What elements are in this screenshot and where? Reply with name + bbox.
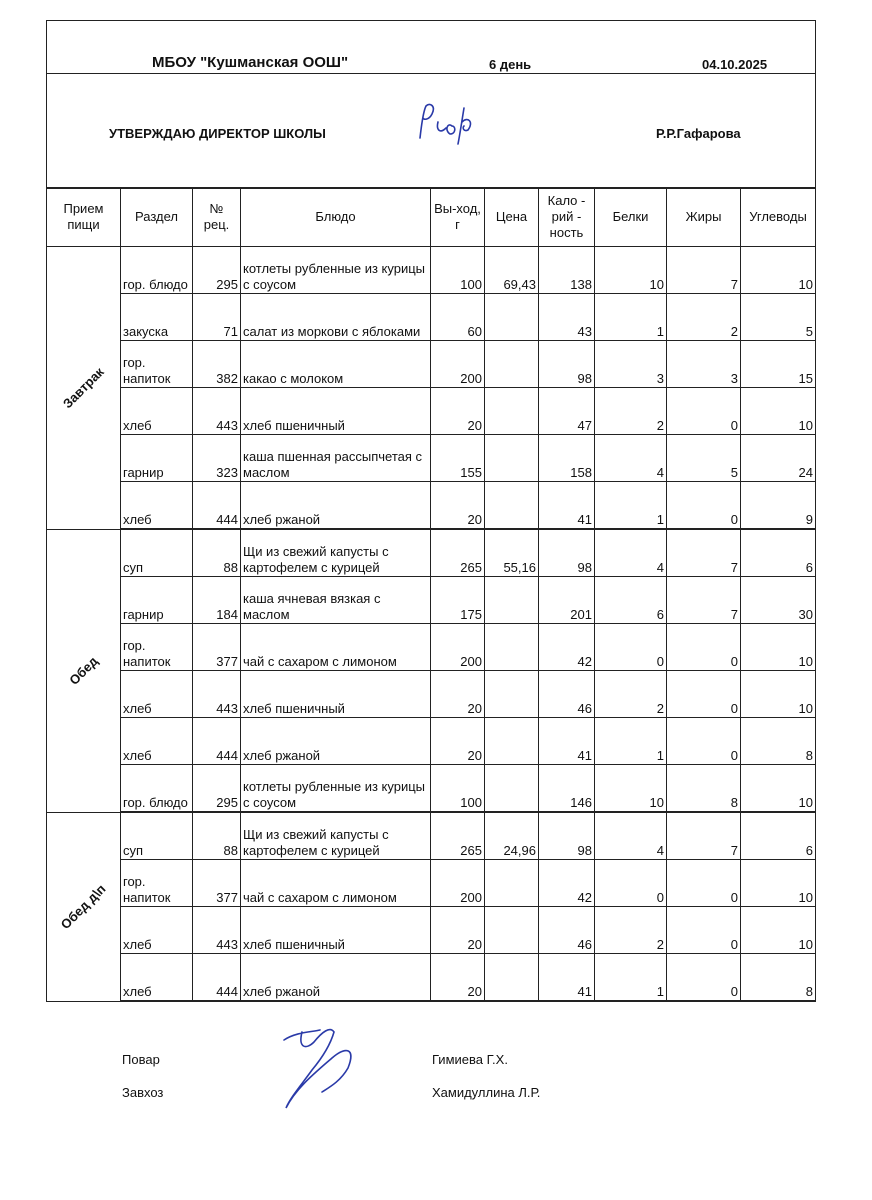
approval-row (47, 74, 815, 189)
row-kcal: 42 (539, 860, 595, 907)
row-recipe: 377 (193, 624, 241, 671)
row-dish: хлеб ржаной (241, 954, 431, 1002)
table-row (47, 718, 816, 765)
col-protein: Белки (595, 188, 667, 247)
row-price (485, 577, 539, 624)
row-kcal: 46 (539, 671, 595, 718)
row-fat: 0 (667, 624, 741, 671)
row-carbs: 10 (741, 624, 816, 671)
table-row (47, 247, 816, 294)
row-section: хлеб (121, 954, 193, 1002)
row-fat: 0 (667, 954, 741, 1002)
table-row (47, 860, 816, 907)
director-name: Р.Р.Гафарова (656, 126, 741, 141)
row-yield: 100 (431, 765, 485, 813)
meal-cell (47, 529, 121, 812)
row-protein: 1 (595, 294, 667, 341)
table-row (47, 482, 816, 530)
storekeeper-name: Хамидуллина Л.Р. (432, 1085, 541, 1100)
row-yield: 265 (431, 812, 485, 860)
col-section: Раздел (121, 188, 193, 247)
row-carbs: 15 (741, 341, 816, 388)
row-fat: 8 (667, 765, 741, 813)
row-kcal: 201 (539, 577, 595, 624)
row-fat: 0 (667, 482, 741, 530)
row-section: гарнир (121, 435, 193, 482)
cook-signature (272, 1018, 372, 1118)
row-carbs: 10 (741, 907, 816, 954)
row-dish: котлеты рубленные из курицы с соусом (241, 765, 431, 813)
row-recipe: 295 (193, 765, 241, 813)
row-price (485, 435, 539, 482)
row-dish: хлеб пшеничный (241, 671, 431, 718)
row-carbs: 30 (741, 577, 816, 624)
storekeeper-label: Завхоз (122, 1085, 164, 1100)
row-recipe: 443 (193, 671, 241, 718)
table-row (47, 435, 816, 482)
menu-table (46, 187, 816, 1002)
row-section: хлеб (121, 907, 193, 954)
row-carbs: 9 (741, 482, 816, 530)
row-kcal: 47 (539, 388, 595, 435)
row-dish: Щи из свежий капусты с картофелем с курицей (241, 529, 431, 577)
col-yield: Вы-ход, г (431, 188, 485, 247)
row-price (485, 294, 539, 341)
row-carbs: 8 (741, 718, 816, 765)
col-price: Цена (485, 188, 539, 247)
row-carbs: 10 (741, 247, 816, 294)
row-carbs: 6 (741, 529, 816, 577)
row-price: 55,16 (485, 529, 539, 577)
meal-cell (47, 812, 121, 1001)
day-label: 6 день (489, 57, 532, 72)
row-kcal: 41 (539, 718, 595, 765)
row-kcal: 98 (539, 529, 595, 577)
row-recipe: 377 (193, 860, 241, 907)
col-recipe: № рец. (193, 188, 241, 247)
row-fat: 0 (667, 860, 741, 907)
row-recipe: 444 (193, 482, 241, 530)
row-protein: 10 (595, 247, 667, 294)
row-section: гор. блюдо (121, 765, 193, 813)
meal-label: Обед д\п (57, 880, 109, 932)
school-name: МБОУ "Кушманская ООШ" (152, 54, 349, 71)
row-yield: 200 (431, 860, 485, 907)
row-kcal: 46 (539, 907, 595, 954)
row-dish: каша ячневая вязкая с маслом (241, 577, 431, 624)
row-price: 69,43 (485, 247, 539, 294)
col-fat: Жиры (667, 188, 741, 247)
row-fat: 7 (667, 577, 741, 624)
row-section: суп (121, 812, 193, 860)
row-protein: 3 (595, 341, 667, 388)
row-recipe: 88 (193, 529, 241, 577)
row-price (485, 954, 539, 1002)
row-section: закуска (121, 294, 193, 341)
row-protein: 2 (595, 907, 667, 954)
row-recipe: 184 (193, 577, 241, 624)
col-meal: Прием пищи (47, 188, 121, 247)
row-yield: 175 (431, 577, 485, 624)
row-recipe: 323 (193, 435, 241, 482)
table-row (47, 812, 816, 860)
col-carbs: Углеводы (741, 188, 816, 247)
row-yield: 200 (431, 624, 485, 671)
row-price (485, 907, 539, 954)
row-price (485, 860, 539, 907)
row-yield: 20 (431, 388, 485, 435)
row-section: гор. напиток (121, 860, 193, 907)
row-section: гор. блюдо (121, 247, 193, 294)
row-carbs: 5 (741, 294, 816, 341)
row-protein: 6 (595, 577, 667, 624)
row-yield: 20 (431, 907, 485, 954)
cook-name: Гимиева Г.Х. (432, 1052, 508, 1067)
row-kcal: 158 (539, 435, 595, 482)
row-fat: 0 (667, 907, 741, 954)
row-protein: 1 (595, 482, 667, 530)
row-carbs: 10 (741, 388, 816, 435)
row-kcal: 42 (539, 624, 595, 671)
row-section: хлеб (121, 718, 193, 765)
row-fat: 2 (667, 294, 741, 341)
meal-cell (47, 247, 121, 530)
row-price (485, 718, 539, 765)
table-row (47, 388, 816, 435)
row-yield: 20 (431, 482, 485, 530)
row-protein: 10 (595, 765, 667, 813)
col-dish: Блюдо (241, 188, 431, 247)
row-recipe: 71 (193, 294, 241, 341)
row-kcal: 41 (539, 482, 595, 530)
table-row (47, 765, 816, 813)
row-kcal: 98 (539, 341, 595, 388)
row-fat: 0 (667, 718, 741, 765)
row-dish: хлеб пшеничный (241, 907, 431, 954)
table-row (47, 577, 816, 624)
row-kcal: 138 (539, 247, 595, 294)
row-dish: чай с сахаром с лимоном (241, 624, 431, 671)
row-recipe: 88 (193, 812, 241, 860)
row-protein: 0 (595, 860, 667, 907)
row-yield: 20 (431, 718, 485, 765)
row-price (485, 765, 539, 813)
row-yield: 100 (431, 247, 485, 294)
row-price (485, 624, 539, 671)
row-price (485, 671, 539, 718)
row-recipe: 444 (193, 718, 241, 765)
row-section: гор. напиток (121, 341, 193, 388)
row-kcal: 146 (539, 765, 595, 813)
row-fat: 0 (667, 388, 741, 435)
row-yield: 200 (431, 341, 485, 388)
row-dish: Щи из свежий капусты с картофелем с курицей (241, 812, 431, 860)
row-yield: 20 (431, 671, 485, 718)
row-recipe: 443 (193, 907, 241, 954)
row-section: хлеб (121, 388, 193, 435)
row-price (485, 341, 539, 388)
row-yield: 60 (431, 294, 485, 341)
row-fat: 3 (667, 341, 741, 388)
row-recipe: 295 (193, 247, 241, 294)
row-price: 24,96 (485, 812, 539, 860)
row-protein: 2 (595, 388, 667, 435)
row-carbs: 10 (741, 765, 816, 813)
row-carbs: 6 (741, 812, 816, 860)
row-section: гор. напиток (121, 624, 193, 671)
row-carbs: 24 (741, 435, 816, 482)
row-price (485, 482, 539, 530)
table-row (47, 529, 816, 577)
row-protein: 0 (595, 624, 667, 671)
row-dish: хлеб ржаной (241, 482, 431, 530)
row-protein: 1 (595, 954, 667, 1002)
row-fat: 7 (667, 812, 741, 860)
row-recipe: 444 (193, 954, 241, 1002)
table-row (47, 954, 816, 1002)
row-fat: 0 (667, 671, 741, 718)
menu-sheet (46, 20, 816, 189)
row-dish: котлеты рубленные из курицы с соусом (241, 247, 431, 294)
row-dish: салат из моркови с яблоками (241, 294, 431, 341)
row-dish: чай с сахаром с лимоном (241, 860, 431, 907)
row-dish: хлеб ржаной (241, 718, 431, 765)
row-kcal: 41 (539, 954, 595, 1002)
row-protein: 4 (595, 529, 667, 577)
col-kcal: Кало - рий - ность (539, 188, 595, 247)
table-header (47, 188, 816, 247)
row-kcal: 98 (539, 812, 595, 860)
row-yield: 155 (431, 435, 485, 482)
row-fat: 5 (667, 435, 741, 482)
row-dish: какао с молоком (241, 341, 431, 388)
table-row (47, 294, 816, 341)
row-kcal: 43 (539, 294, 595, 341)
row-section: хлеб (121, 671, 193, 718)
row-fat: 7 (667, 247, 741, 294)
table-row (47, 341, 816, 388)
row-yield: 265 (431, 529, 485, 577)
table-row (47, 907, 816, 954)
meal-label: Завтрак (59, 363, 107, 411)
row-protein: 1 (595, 718, 667, 765)
row-section: хлеб (121, 482, 193, 530)
row-dish: каша пшенная рассыпчетая с маслом (241, 435, 431, 482)
row-protein: 2 (595, 671, 667, 718)
row-recipe: 382 (193, 341, 241, 388)
row-yield: 20 (431, 954, 485, 1002)
row-protein: 4 (595, 435, 667, 482)
row-protein: 4 (595, 812, 667, 860)
cook-label: Повар (122, 1052, 160, 1067)
approval-text: УТВЕРЖДАЮ ДИРЕКТОР ШКОЛЫ (109, 126, 326, 141)
row-recipe: 443 (193, 388, 241, 435)
row-section: суп (121, 529, 193, 577)
menu-body (47, 247, 816, 1002)
row-carbs: 10 (741, 671, 816, 718)
table-row (47, 624, 816, 671)
meal-label: Обед (65, 652, 101, 688)
row-section: гарнир (121, 577, 193, 624)
director-signature (412, 100, 492, 150)
row-carbs: 8 (741, 954, 816, 1002)
row-dish: хлеб пшеничный (241, 388, 431, 435)
row-carbs: 10 (741, 860, 816, 907)
row-price (485, 388, 539, 435)
menu-date: 04.10.2025 (702, 57, 768, 72)
table-row (47, 671, 816, 718)
row-fat: 7 (667, 529, 741, 577)
header-row (47, 21, 815, 74)
